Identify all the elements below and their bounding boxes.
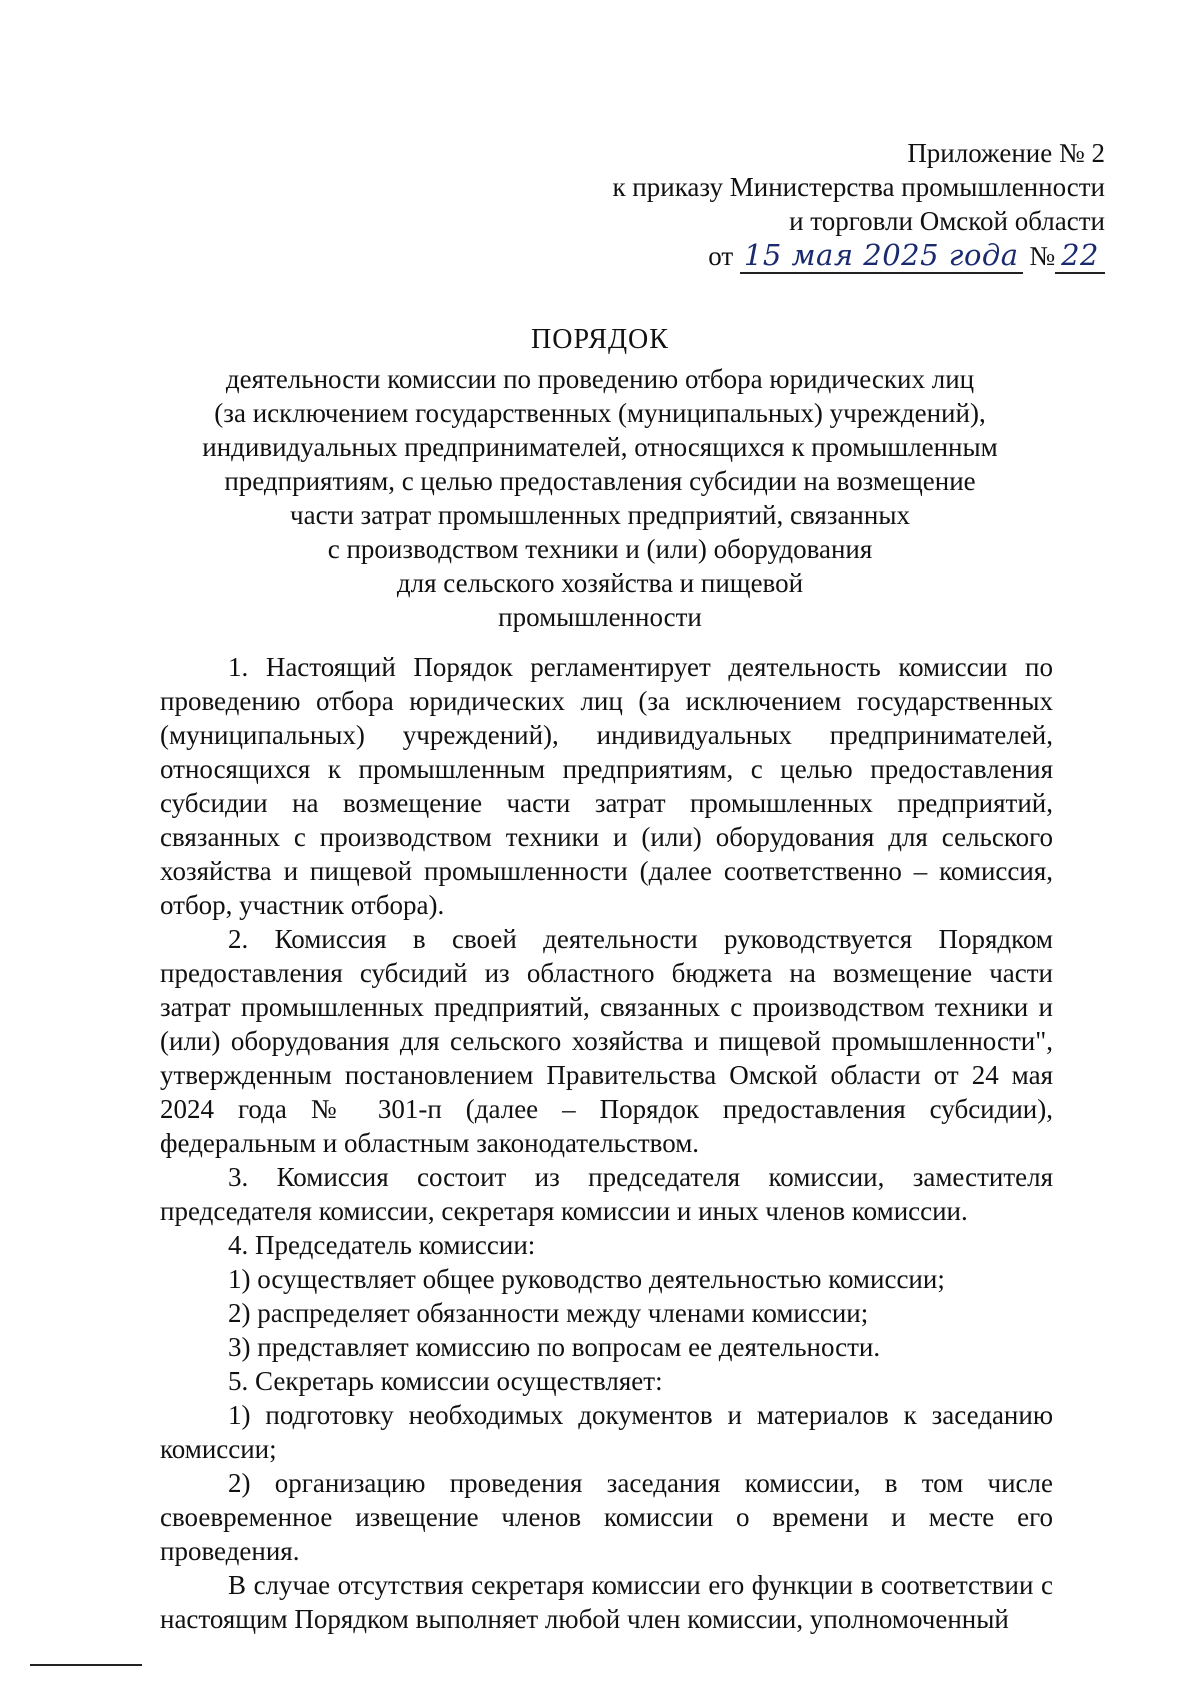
- subtitle-line: промышленности: [498, 602, 702, 632]
- paragraph: 1. Настоящий Порядок регламентирует деятельность комиссии по проведению отбора юридических лиц (за исключением государственных (муниципальных) учреждений), индивидуальных предпринимателей, относящихся к промышленным предприятиям, с целью предоставления субсидии на возмещение части затрат промышленных предприятий, связанных с производством техники и (или) оборудования для сельского хозяйства и пищевой промышленности (далее соответственно – комиссия, отбор, участник отбора).: [160, 652, 1053, 920]
- date-prefix: от: [708, 241, 734, 271]
- paragraph: 1) подготовку необходимых документов и материалов к заседанию комиссии;: [160, 1400, 1053, 1464]
- document-subtitle: [160, 362, 1040, 634]
- document-title-block: [160, 322, 1040, 634]
- appendix-header: [612, 136, 1105, 273]
- subtitle-line: части затрат промышленных предприятий, связанных: [290, 500, 910, 530]
- subtitle-line: для сельского хозяйства и пищевой: [396, 568, 804, 598]
- paragraph: 3) представляет комиссию по вопросам ее деятельности.: [228, 1332, 881, 1362]
- subtitle-line: (за исключением государственных (муниципальных) учреждений),: [214, 398, 986, 428]
- subtitle-line: индивидуальных предпринимателей, относящихся к промышленным: [202, 432, 998, 462]
- document-title: ПОРЯДОК: [531, 324, 669, 355]
- document-body: [160, 650, 1053, 1636]
- appendix-ministry: и торговли Омской области: [789, 206, 1105, 236]
- paragraph: 2) распределяет обязанности между членами комиссии;: [228, 1298, 869, 1328]
- handwritten-date: 15 мая 2025 года: [740, 238, 1023, 274]
- appendix-order-ref: к приказу Министерства промышленности: [612, 172, 1105, 202]
- paragraph: В случае отсутствия секретаря комиссии его функции в соответствии с настоящим Порядком выполняет любой член комиссии, уполномоченный: [160, 1570, 1053, 1634]
- paragraph: 2. Комиссия в своей деятельности руководствуется Порядком предоставления субсидий из областного бюджета на возмещение части затрат промышленных предприятий, связанных с производством техники и (или) оборудования для сельского хозяйства и пищевой промышленности", утвержденным постановлением Правительства Омской области от 24 мая 2024 года № 301-п (далее – Порядок предоставления субсидии), федеральным и областным законодательством.: [160, 924, 1053, 1158]
- footer-divider: [30, 1664, 142, 1666]
- appendix-date-line: [612, 238, 1105, 273]
- number-sign: №: [1029, 241, 1056, 271]
- paragraph: 2) организацию проведения заседания комиссии, в том числе своевременное извещение членов комиссии о времени и месте его проведения.: [160, 1468, 1053, 1566]
- subtitle-line: деятельности комиссии по проведению отбора юридических лиц: [225, 364, 975, 394]
- subtitle-line: предприятиям, с целью предоставления субсидии на возмещение: [224, 466, 976, 496]
- paragraph: 5. Секретарь комиссии осуществляет:: [228, 1366, 663, 1396]
- paragraph: 1) осуществляет общее руководство деятельностью комиссии;: [228, 1264, 945, 1294]
- paragraph: 4. Председатель комиссии:: [228, 1230, 536, 1260]
- handwritten-number: 22: [1055, 238, 1105, 274]
- paragraph: 3. Комиссия состоит из председателя комиссии, заместителя председателя комиссии, секретаря комиссии и иных членов комиссии.: [160, 1162, 1053, 1226]
- appendix-number: Приложение № 2: [907, 138, 1105, 168]
- subtitle-line: с производством техники и (или) оборудования: [327, 534, 873, 564]
